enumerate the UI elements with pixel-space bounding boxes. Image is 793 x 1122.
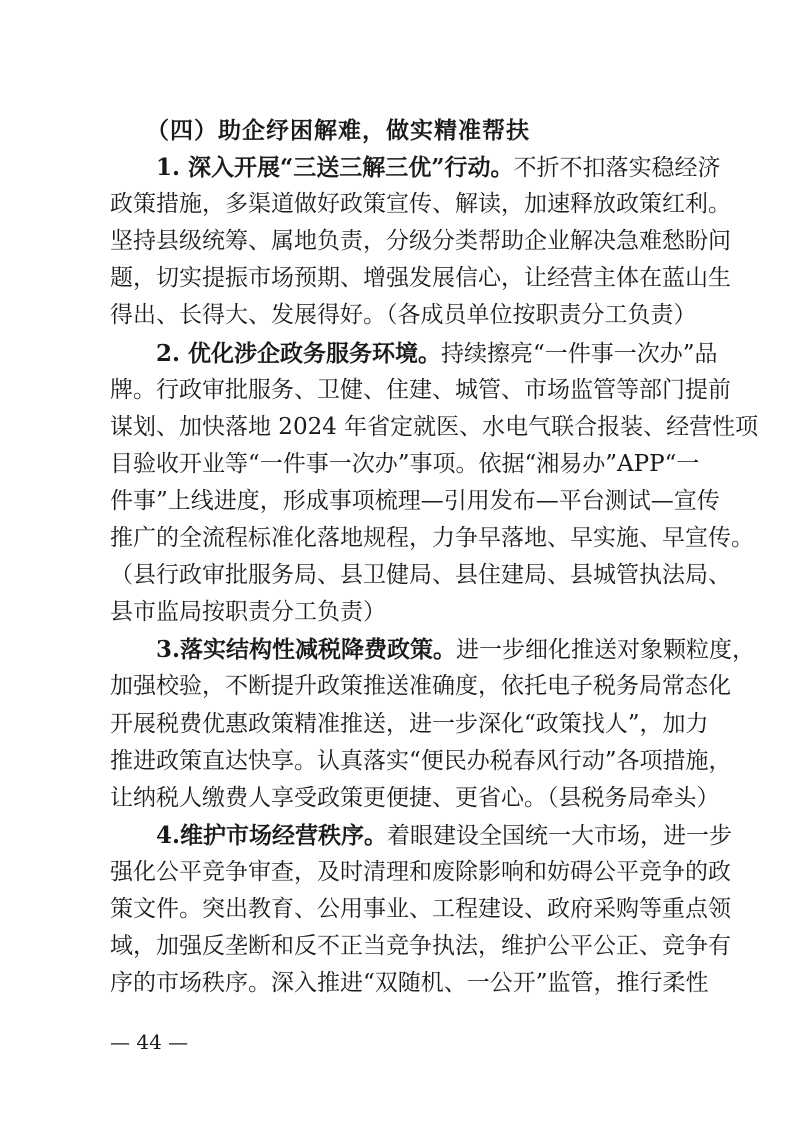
text-line: [110, 928, 731, 965]
text-line: [110, 891, 731, 928]
text-line: [110, 706, 709, 743]
line-text: 不折不扣落实稳经济: [513, 155, 721, 182]
text-line: [110, 483, 720, 520]
item-title: 1. 深入开展“三送三解三优”行动。: [156, 154, 514, 182]
line-text: 强化公平竞争审查，及时清理和废除影响和妨碍公平竞争的政: [110, 858, 731, 885]
document-body: [110, 112, 759, 1002]
line-text: 县市监局按职责分工负责）: [110, 599, 386, 626]
text-line: [110, 854, 731, 891]
text-line: [110, 520, 754, 557]
line-text: （县行政审批服务局、县卫健局、县住建局、县城管执法局、: [110, 562, 731, 589]
line-text: 域，加强反垄断和反不正当竞争执法，维护公平公正、竞争有: [110, 933, 731, 960]
text-line: [110, 297, 697, 334]
text-line: [110, 186, 731, 223]
line-text: 牌。行政审批服务、卫健、住建、城管、市场监管等部门提前: [110, 376, 731, 403]
text-line: [110, 446, 700, 483]
text-line: [110, 557, 731, 594]
line-text: 进一步细化推送对象颗粒度，: [456, 637, 756, 664]
line-text: 着眼建设全国统一大市场，进一步: [387, 822, 733, 849]
line-text: 谋划、加快落地 2024 年省定就医、水电气联合报装、经营性项: [110, 413, 759, 440]
paragraph-lead-line: [110, 335, 718, 372]
line-text: 推进政策直达快享。认真落实“便民办税春风行动”各项措施，: [110, 747, 732, 774]
text-line: [110, 668, 731, 705]
line-text: 题，切实提振市场预期、增强发展信心，让经营主体在蓝山生: [110, 265, 731, 292]
item-title: 2. 优化涉企政务服务环境。: [156, 339, 442, 367]
text-line: [110, 780, 720, 817]
line-text: 持续擦亮“一件事一次办”品: [441, 340, 718, 367]
text-line: [110, 965, 709, 1002]
page-number: — 44 —: [110, 1030, 189, 1054]
line-text: 推广的全流程标准化落地规程，力争早落地、早实施、早宣传。: [110, 525, 754, 552]
paragraph-lead-line: [110, 149, 721, 186]
text-line: [110, 223, 731, 260]
section-heading: （四）助企纾困解难，做实精准帮扶: [146, 117, 530, 144]
text-line: [110, 743, 732, 780]
item-title: 3.落实结构性减税降费政策。: [156, 636, 457, 664]
line-text: 政策措施，多渠道做好政策宣传、解读，加速释放政策红利。: [110, 191, 731, 218]
line-text: 目验收开业等“一件事一次办”事项。依据“湘易办”APP“一: [110, 450, 700, 477]
paragraph-lead-line: [110, 817, 733, 854]
line-text: 得出、长得大、发展得好。（各成员单位按职责分工负责）: [110, 302, 697, 329]
text-line: [110, 594, 682, 631]
line-text: 件事”上线进度，形成事项梳理—引用发布—平台测试—宣传: [110, 487, 720, 514]
text-line: [110, 409, 759, 446]
text-line: [110, 372, 731, 409]
paragraph-lead-line: [110, 631, 756, 668]
line-text: 坚持县级统筹、属地负责，分级分类帮助企业解决急难愁盼问: [110, 228, 731, 255]
line-text: 加强校验，不断提升政策推送准确度，依托电子税务局常态化: [110, 673, 731, 700]
item-title: 4.维护市场经营秩序。: [156, 821, 388, 849]
line-text: 开展税费优惠政策精准推送，进一步深化“政策找人”，加力: [110, 710, 709, 737]
text-line: [110, 260, 731, 297]
line-text: 策文件。突出教育、公用事业、工程建设、政府采购等重点领: [110, 895, 731, 922]
line-text: 序的市场秩序。深入推进“双随机、一公开”监管，推行柔性: [110, 970, 709, 997]
line-text: 让纳税人缴费人享受政策更便捷、更省心。（县税务局牵头）: [110, 784, 720, 811]
